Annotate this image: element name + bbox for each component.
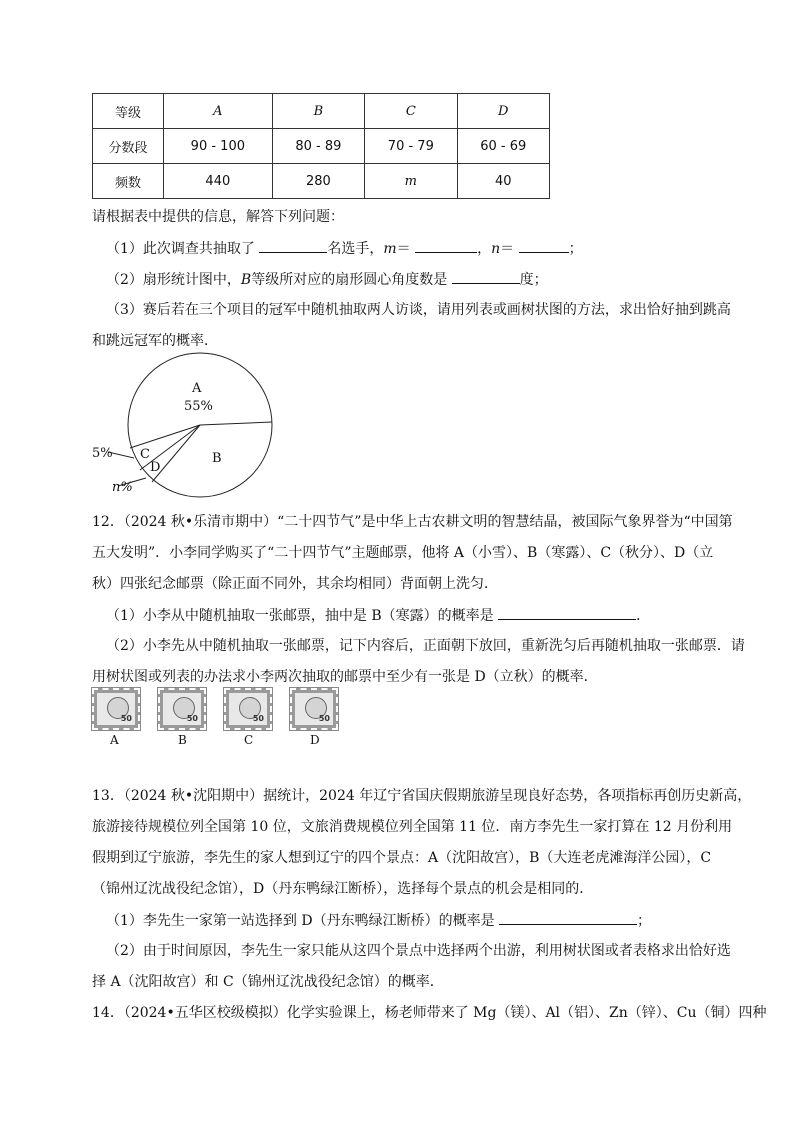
pie-label-a-pct: 55% bbox=[184, 399, 213, 414]
stamp-a-image: 50 bbox=[92, 688, 140, 730]
pie-label-c: C bbox=[140, 447, 150, 462]
q12-part2-line1: （2）小李先从中随机抽取一张邮票，记下内容后，正面朝下放回，重新洗匀后再随机抽取一张邮票．请 bbox=[106, 638, 745, 654]
q13-line1: 13．（2024 秋•沈阳期中）据统计，2024 年辽宁省国庆假期旅游呈现良好态势，各项指标再创历史新高， bbox=[92, 788, 752, 804]
q13-part1: （1）李先生一家第一站选择到 D（丹东鸭绿江断桥）的概率是 ； bbox=[106, 910, 651, 931]
answer-blank-q12-1[interactable] bbox=[498, 605, 636, 620]
stamp-b-image: 50 bbox=[158, 688, 206, 730]
table-row bbox=[93, 164, 550, 199]
table-cell: 80 - 89 bbox=[272, 129, 364, 164]
stamp-d-image: 50 bbox=[290, 688, 338, 730]
pie-divider-a-c bbox=[130, 425, 200, 448]
pie-label-d: D bbox=[150, 460, 161, 475]
answer-blank-m[interactable] bbox=[415, 238, 477, 253]
pie-divider-a-b bbox=[200, 422, 272, 425]
q12-part2-line2: 用树状图或列表的办法求小李两次抽取的邮票中至少有一张是 D（立秋）的概率． bbox=[92, 669, 598, 685]
q12-part1: （1）小李从中随机抽取一张邮票，抽中是 B（寒露）的概率是 ． bbox=[106, 605, 650, 626]
table-row-label: 频数 bbox=[93, 164, 164, 199]
answer-blank-total[interactable] bbox=[259, 238, 327, 253]
pie-label-c-pct: 5% bbox=[92, 446, 113, 461]
pie-chart bbox=[88, 350, 308, 500]
q13-part2-line1: （2）由于时间原因，李先生一家只能从这四个景点中选择两个出游，利用树状图或者表格求出恰好选 bbox=[106, 943, 731, 959]
stamp-c-label: C bbox=[244, 733, 254, 747]
q13-line4: （锦州辽沈战役纪念馆），D（丹东鸭绿江断桥），选择每个景点的机会是相同的． bbox=[92, 881, 594, 897]
table-cell: A bbox=[164, 94, 273, 129]
table-cell: 40 bbox=[457, 164, 549, 199]
answer-blank-q13-1[interactable] bbox=[499, 910, 637, 925]
answer-blank-n[interactable] bbox=[519, 238, 569, 253]
table-row bbox=[93, 94, 550, 129]
q11-part3-line2: 和跳远冠军的概率． bbox=[92, 333, 218, 349]
q11-part2: （2）扇形统计图中，B等级所对应的扇形圆心角度数是 度； bbox=[106, 269, 548, 290]
stamp-c-image: 50 bbox=[224, 688, 272, 730]
table-row bbox=[93, 129, 550, 164]
table-cell: 70 - 79 bbox=[365, 129, 457, 164]
q14-line1: 14．（2024•五华区校级模拟）化学实验课上，杨老师带来了 Mg（镁）、Al（铝）、Zn（锌）、Cu（铜）四种 bbox=[92, 1005, 767, 1021]
stamp-images bbox=[92, 688, 352, 748]
table-cell: C bbox=[365, 94, 457, 129]
q11-intro: 请根据表中提供的信息，解答下列问题： bbox=[92, 209, 344, 225]
stamp-d-label: D bbox=[310, 733, 320, 747]
q11-part1: （1）此次调查共抽取了 名选手，m＝ ，n＝ ； bbox=[106, 238, 583, 259]
table-cell: 60 - 69 bbox=[457, 129, 549, 164]
q12-line2: 五大发明”．小李同学购买了“二十四节气”主题邮票，他将 A（小雪）、B（寒露）、C（秋分）、D（立 bbox=[92, 545, 714, 561]
pie-label-d-pct: n% bbox=[112, 480, 133, 495]
table-cell: 90 - 100 bbox=[164, 129, 273, 164]
q12-line1: 12．（2024 秋•乐清市期中）“二十四节气”是中华上古农耕文明的智慧结晶，被国际气象界誉为“中国第 bbox=[92, 514, 733, 530]
q12-line3: 秋）四张纪念邮票（除正面不同外，其余均相同）背面朝上洗匀． bbox=[92, 576, 498, 592]
q13-part2-line2: 择 A（沈阳故宫）和 C（锦州辽沈战役纪念馆）的概率． bbox=[92, 974, 444, 990]
table-row-label: 分数段 bbox=[93, 129, 164, 164]
q11-part3-line1: （3）赛后若在三个项目的冠军中随机抽取两人访谈，请用列表或画树状图的方法，求出恰好抽到跳高 bbox=[106, 302, 731, 318]
table-cell: B bbox=[272, 94, 364, 129]
table-cell: m bbox=[365, 164, 457, 199]
table-cell: D bbox=[457, 94, 549, 129]
pie-label-a: A bbox=[192, 381, 202, 396]
grade-frequency-table bbox=[92, 93, 550, 199]
table-row-label: 等级 bbox=[93, 94, 164, 129]
q13-line3: 假期到辽宁旅游，李先生的家人想到辽宁的四个景点：A（沈阳故宫），B（大连老虎滩海洋公园），C bbox=[92, 850, 712, 866]
pie-label-b: B bbox=[212, 451, 222, 466]
table-cell: 440 bbox=[164, 164, 273, 199]
answer-blank-angle[interactable] bbox=[452, 269, 520, 284]
q13-line2: 旅游接待规模位列全国第 10 位，文旅消费规模位列全国第 11 位．南方李先生一家打算在 12 月份利用 bbox=[92, 819, 733, 835]
table-cell: 280 bbox=[272, 164, 364, 199]
stamp-b-label: B bbox=[178, 733, 187, 747]
stamp-a-label: A bbox=[110, 733, 119, 747]
